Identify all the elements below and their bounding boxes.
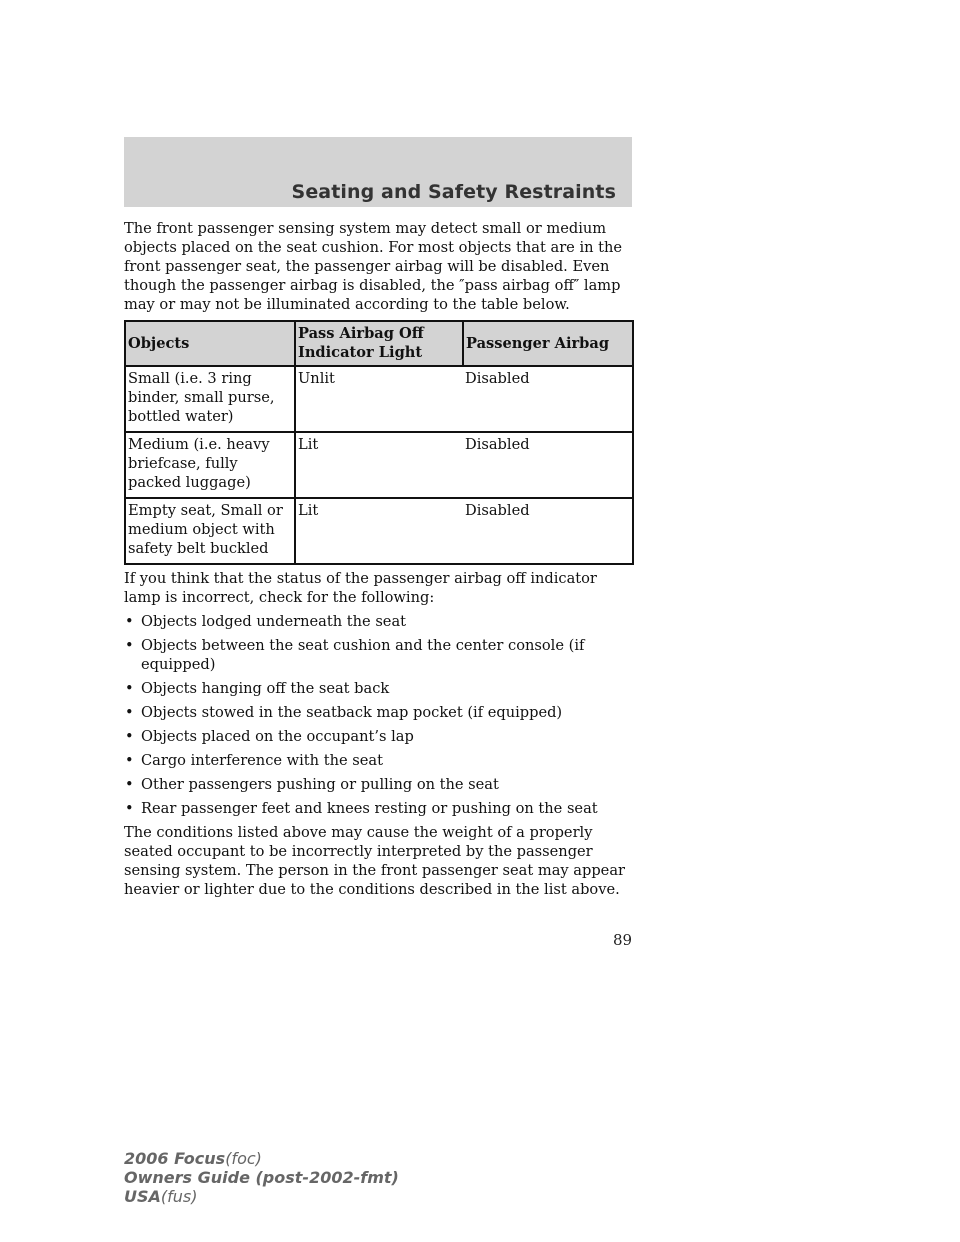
table-row: [125, 432, 633, 498]
footer-region-code: (fus): [160, 1187, 198, 1206]
list-item: [124, 679, 632, 698]
footer-line-region: [124, 1187, 399, 1206]
footer-model: 2006 Focus: [124, 1149, 226, 1168]
conditions-paragraph: The conditions listed above may cause the weight of a properly seated occupant to be incorrectly interpreted by the passenger sensing system. The person in the front passenger seat may appear heavier or lighter due to the conditions described in the list above.: [124, 824, 625, 898]
column-header-passenger-airbag: Passenger Airbag: [463, 321, 633, 366]
check-paragraph: If you think that the status of the passenger airbag off indicator lamp is incorrect, check for the following:: [124, 570, 597, 606]
document-footer: [124, 1149, 399, 1206]
list-item-text: Cargo interference with the seat: [141, 752, 383, 769]
list-item: [124, 703, 632, 722]
list-item: [124, 636, 632, 674]
footer-line-guide: Owners Guide (post-2002-fmt): [124, 1168, 399, 1187]
list-item-text: Objects stowed in the seatback map pocket (if equipped): [141, 704, 563, 721]
footer-region: USA: [124, 1187, 161, 1206]
footer-line-model: [124, 1149, 399, 1168]
bullet-icon: •: [125, 800, 134, 817]
list-item: [124, 751, 632, 770]
table-cell-indicator: Unlit: [295, 366, 463, 432]
table-cell-object: Empty seat, Small or medium object with safety belt buckled: [125, 498, 295, 564]
list-item-text: Objects placed on the occupant’s lap: [141, 728, 414, 745]
table-cell-airbag: Disabled: [463, 498, 633, 564]
bullet-icon: •: [125, 752, 134, 769]
bullet-icon: •: [125, 728, 134, 745]
bullet-icon: •: [125, 613, 134, 630]
table-cell-object: Small (i.e. 3 ring binder, small purse, bottled water): [125, 366, 295, 432]
page-number: 89: [613, 931, 633, 949]
table-cell-airbag: Disabled: [463, 432, 633, 498]
bullet-icon: •: [125, 776, 134, 793]
list-item: [124, 775, 632, 794]
table-cell-indicator: Lit: [295, 498, 463, 564]
column-header-objects: Objects: [125, 321, 295, 366]
section-title: Seating and Safety Restraints: [291, 181, 616, 203]
bullet-icon: •: [125, 680, 134, 697]
list-item: [124, 727, 632, 746]
table-row: [125, 498, 633, 564]
list-item-text: Objects lodged underneath the seat: [141, 613, 407, 630]
check-list: [124, 612, 632, 818]
list-item: [124, 799, 632, 818]
list-item-text: Other passengers pushing or pulling on the seat: [141, 776, 499, 793]
page-content: [124, 219, 632, 899]
list-item-text: Rear passenger feet and knees resting or pushing on the seat: [141, 800, 598, 817]
header-band: [124, 137, 632, 207]
table-cell-airbag: Disabled: [463, 366, 633, 432]
list-item: [124, 612, 632, 631]
airbag-indicator-table: [124, 320, 634, 565]
list-item-text: Objects between the seat cushion and the center console (if equipped): [141, 637, 585, 673]
intro-paragraph: The front passenger sensing system may detect small or medium objects placed on the seat cushion. For most objects that are in the front passenger seat, the passenger airbag will be disabled. Even though the passenger airbag is disabled, the ″pass airbag off″ lamp may or may not be illuminated according to the table below.: [124, 220, 623, 313]
table-header-row: [125, 321, 633, 366]
column-header-indicator-light: Pass Airbag Off Indicator Light: [295, 321, 463, 366]
bullet-icon: •: [125, 637, 134, 654]
footer-model-code: (foc): [225, 1149, 262, 1168]
table-cell-indicator: Lit: [295, 432, 463, 498]
table-cell-object: Medium (i.e. heavy briefcase, fully packed luggage): [125, 432, 295, 498]
bullet-icon: •: [125, 704, 134, 721]
list-item-text: Objects hanging off the seat back: [141, 680, 390, 697]
table-row: [125, 366, 633, 432]
